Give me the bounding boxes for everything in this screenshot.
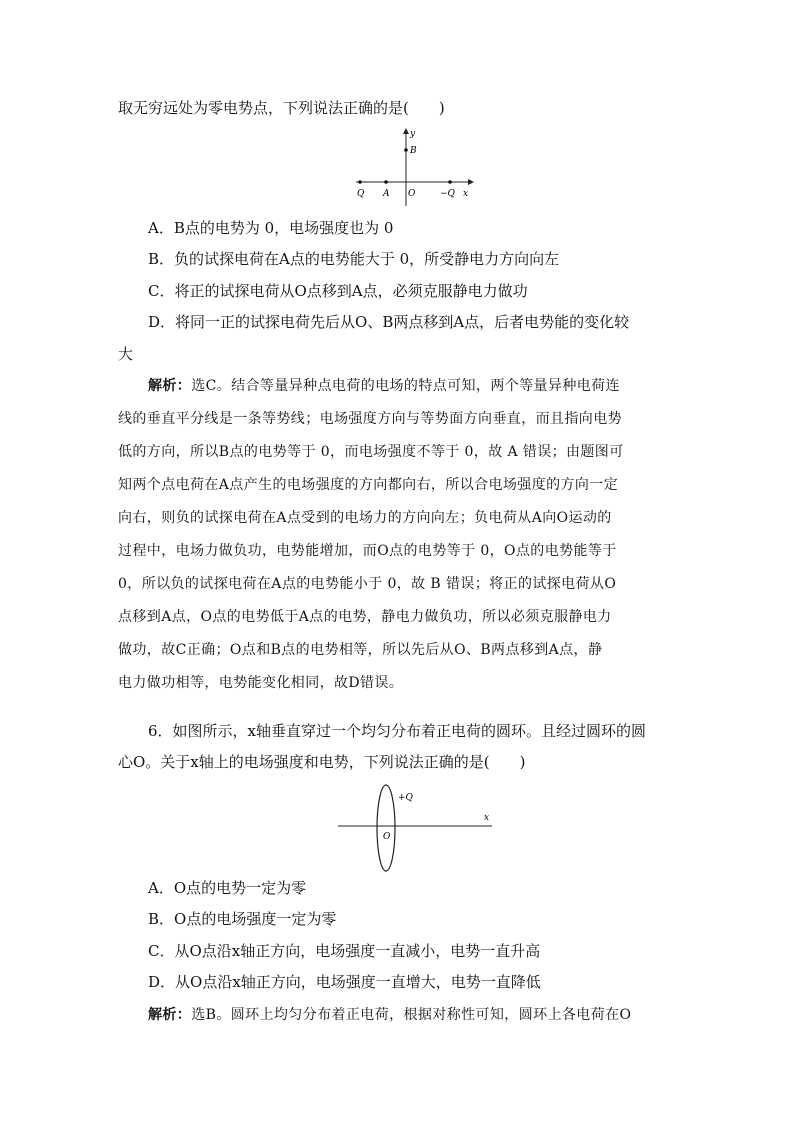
origin-o-label: O bbox=[408, 189, 416, 199]
q5-analysis-line3: 低的方向，所以B点的电势等于 0，而电场强度不等于 0，故 A 错误；由题图可 bbox=[118, 444, 624, 460]
q6-option-c: C．从O点沿x轴正方向，电场强度一直减小，电势一直升高 bbox=[148, 942, 541, 960]
q6-analysis-line1 bbox=[148, 1005, 631, 1025]
q6-stem-line1: 6．如图所示，x轴垂直穿过一个均匀分布着正电荷的圆环。且经过圆环的圆 bbox=[148, 722, 647, 740]
q5-analysis-line8: 点移到A点，O点的电势低于A点的电势，静电力做负功，所以必须克服静电力 bbox=[118, 609, 612, 625]
q5-option-b: B．负的试探电荷在A点的电势能大于 0，所受静电力方向向左 bbox=[148, 250, 560, 268]
charge-neg-q-label: −Q bbox=[440, 189, 455, 199]
q5-analysis-line9: 做功，故C正确；O点和B点的电势相等，所以先后从O、B两点移到A点，静 bbox=[118, 642, 603, 658]
analysis-label: 解析： bbox=[148, 378, 192, 394]
q5-analysis-line1 bbox=[148, 376, 620, 396]
analysis-text: 选C。结合等量异种点电荷的电场的特点可知，两个等量异种电荷连 bbox=[191, 378, 620, 394]
q5-analysis-line7: 0，所以负的试探电荷在A点的电势能小于 0，故 B 错误；将正的试探电荷从O bbox=[118, 576, 617, 592]
q6-option-a: A．O点的电势一定为零 bbox=[148, 879, 307, 897]
charge-q-label: Q bbox=[357, 189, 365, 199]
q5-option-d-line1: D．将同一正的试探电荷先后从O、B两点移到A点，后者电势能的变化较 bbox=[148, 313, 630, 331]
q6-stem-line2: 心O。关于x轴上的电场强度和电势，下列说法正确的是( ) bbox=[118, 753, 526, 771]
origin-o-label: O bbox=[383, 832, 391, 842]
q5-option-a: A．B点的电势为 0，电场强度也为 0 bbox=[148, 219, 394, 237]
point-b-label: B bbox=[410, 146, 417, 156]
q6-option-d: D．从O点沿x轴正方向，电场强度一直增大，电势一直降低 bbox=[148, 973, 541, 991]
q5-analysis-line2: 线的垂直平分线是一条等势线；电场强度方向与等势面方向垂直，而且指向电势 bbox=[118, 411, 622, 427]
x-axis-label: x bbox=[463, 189, 469, 199]
ring-charge-label: +Q bbox=[398, 793, 413, 803]
q5-analysis-line5: 向右，则负的试探电荷在A点受到的电场力的方向向左；负电荷从A向O运动的 bbox=[118, 510, 612, 526]
analysis-label: 解析： bbox=[148, 1007, 192, 1023]
q5-analysis-line4: 知两个点电荷在A点产生的电场强度的方向都向右，所以合电场强度的方向一定 bbox=[118, 477, 619, 493]
q6-ring-diagram bbox=[330, 783, 500, 875]
q5-stem: 取无穷远处为零电势点，下列说法正确的是( ) bbox=[118, 99, 445, 117]
y-axis-label: y bbox=[410, 129, 416, 139]
q5-charge-diagram bbox=[352, 126, 477, 206]
q5-option-c: C．将正的试探电荷从O点移到A点，必须克服静电力做功 bbox=[148, 282, 528, 300]
q6-option-b: B．O点的电场强度一定为零 bbox=[148, 910, 337, 928]
q5-analysis-line10: 电力做功相等，电势能变化相同，故D错误。 bbox=[118, 675, 404, 691]
analysis-text: 选B。圆环上均匀分布着正电荷，根据对称性可知，圆环上各电荷在O bbox=[191, 1007, 632, 1023]
x-axis-label: x bbox=[484, 813, 490, 823]
q5-option-d-line2: 大 bbox=[118, 345, 134, 363]
point-a-label: A bbox=[383, 189, 390, 199]
q5-analysis-line6: 过程中，电场力做负功，电势能增加，而O点的电势等于 0，O点的电势能等于 bbox=[118, 543, 617, 559]
